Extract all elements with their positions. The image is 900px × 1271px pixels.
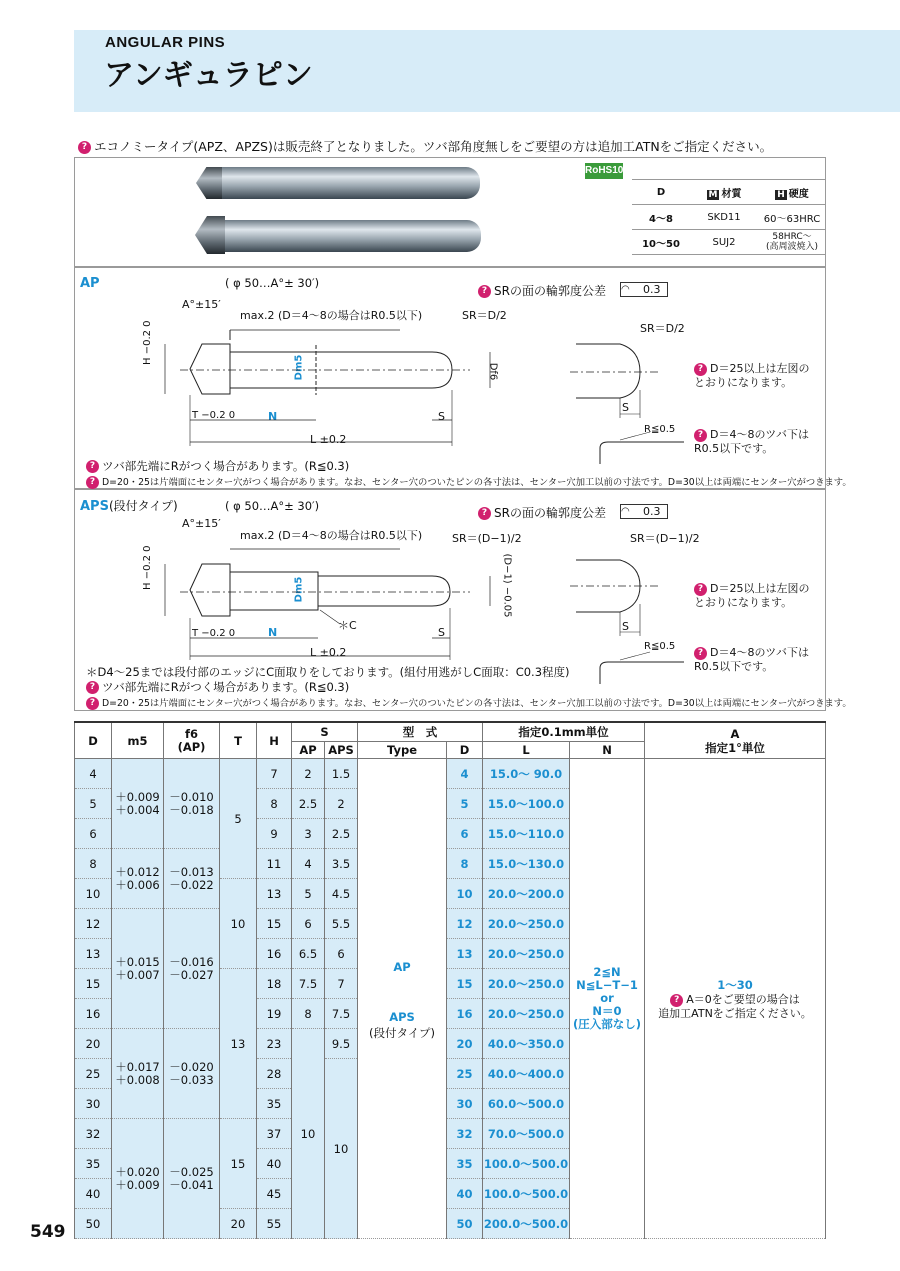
cell-s-aps: 7 bbox=[325, 969, 358, 999]
cell-l: 20.0～250.0 bbox=[483, 969, 570, 999]
aps-detail-fillet bbox=[600, 662, 684, 684]
cell-t: 5 bbox=[220, 759, 257, 879]
cell-f6: －0.020 －0.033 bbox=[164, 1029, 220, 1119]
ap-detail-tip bbox=[576, 344, 640, 398]
cell-h: 40 bbox=[257, 1149, 292, 1179]
info-mark-icon: ? bbox=[86, 460, 99, 473]
ap-note-d25: ? D＝25以上は左図の とおりになります。 bbox=[694, 362, 810, 389]
ap-sr: SR＝D/2 bbox=[462, 309, 507, 322]
ap-a-label: A°±15′ bbox=[182, 298, 221, 311]
cell-h: 19 bbox=[257, 999, 292, 1029]
col-type-d: D bbox=[447, 742, 483, 759]
cell-l: 100.0～500.0 bbox=[483, 1149, 570, 1179]
aps-c-label: ＊C bbox=[338, 619, 357, 632]
cell-d: 32 bbox=[75, 1119, 112, 1149]
info-mark-icon: ? bbox=[694, 583, 707, 596]
ap-dm5: Dm5 bbox=[293, 354, 305, 381]
cell-h: 7 bbox=[257, 759, 292, 789]
cell-d: 25 bbox=[75, 1059, 112, 1089]
cell-type-d: 35 bbox=[447, 1149, 483, 1179]
info-mark-icon: ? bbox=[694, 363, 707, 376]
col-s: S bbox=[292, 722, 358, 742]
cell-s-ap: 5 bbox=[292, 879, 325, 909]
aps-foot0: ＊D4～25までは段付部のエッジにC面取りをしております。(組付用逃がしC面取：C0.3程度) bbox=[86, 665, 570, 679]
cell-s-aps: 5.5 bbox=[325, 909, 358, 939]
col-unit01: 指定0.1mm単位 bbox=[483, 722, 645, 742]
cell-l: 20.0～200.0 bbox=[483, 879, 570, 909]
cell-t: 13 bbox=[220, 969, 257, 1119]
discontinued-notice: ? エコノミータイプ(APZ、APZS)は販売終了となりました。ツバ部角度無しをご要望の方は追加工ATNをご指定ください。 bbox=[78, 137, 772, 155]
aps-note-d25: ? D＝25以上は左図の とおりになります。 bbox=[694, 582, 810, 609]
cell-s-aps: 1.5 bbox=[325, 759, 358, 789]
cell-s-aps: 10 bbox=[325, 1059, 358, 1239]
mat-col-d: D bbox=[632, 180, 690, 205]
mat-row-d: 10～50 bbox=[632, 230, 690, 255]
cell-m5: ＋0.015 ＋0.007 bbox=[112, 909, 164, 1029]
ap-r-label: R≦0.5 bbox=[644, 424, 676, 435]
aps-note-d4: ? D＝4～8のツバ下は R0.5以下です。 bbox=[694, 646, 810, 673]
mat-row-material: SUJ2 bbox=[690, 230, 758, 255]
aps-sr-note: ? SRの面の輪郭度公差 bbox=[478, 504, 606, 521]
col-h: H bbox=[257, 722, 292, 759]
japanese-title: アンギュラピン bbox=[104, 58, 313, 93]
cell-type-d: 40 bbox=[447, 1179, 483, 1209]
cell-type-d: 4 bbox=[447, 759, 483, 789]
cell-l: 100.0～500.0 bbox=[483, 1179, 570, 1209]
cell-d: 20 bbox=[75, 1029, 112, 1059]
aps-sr-detail: SR＝(D−1)/2 bbox=[630, 532, 700, 545]
material-badge-icon: M bbox=[708, 189, 718, 200]
cell-l: 200.0～500.0 bbox=[483, 1209, 570, 1239]
cell-h: 55 bbox=[257, 1209, 292, 1239]
spec-table-body bbox=[75, 759, 826, 1239]
ap-n-label: N bbox=[268, 410, 278, 423]
cell-d: 30 bbox=[75, 1089, 112, 1119]
cell-h: 18 bbox=[257, 969, 292, 999]
ap-df6: Df6 bbox=[487, 362, 499, 381]
cell-s-aps: 3.5 bbox=[325, 849, 358, 879]
aps-pin-step bbox=[318, 576, 450, 606]
aps-pin-shank bbox=[230, 572, 318, 610]
cell-s-ap: 2 bbox=[292, 759, 325, 789]
aps-angle-note: ( φ 50…A°± 30′) bbox=[225, 499, 320, 513]
aps-label: APS(段付タイプ) bbox=[80, 499, 178, 514]
ap-h-label: H −0.2 0 bbox=[142, 320, 153, 365]
cell-h: 9 bbox=[257, 819, 292, 849]
aps-s-detail: S bbox=[622, 620, 629, 633]
col-t: T bbox=[220, 722, 257, 759]
ap-sr-detail: SR＝D/2 bbox=[640, 322, 685, 335]
mat-row-d: 4～8 bbox=[632, 205, 690, 230]
cell-s-aps: 6 bbox=[325, 939, 358, 969]
cell-l: 20.0～250.0 bbox=[483, 909, 570, 939]
type-aps: APS bbox=[389, 1010, 415, 1024]
cell-d: 16 bbox=[75, 999, 112, 1029]
cell-type-d: 30 bbox=[447, 1089, 483, 1119]
cell-a bbox=[645, 759, 826, 1239]
cell-s-ap: 4 bbox=[292, 849, 325, 879]
mat-col-hardness: H 硬度 bbox=[758, 180, 826, 205]
aps-max2: max.2 (D＝4～8の場合はR0.5以下) bbox=[240, 529, 423, 542]
cell-s-ap: 6 bbox=[292, 909, 325, 939]
cell-h: 11 bbox=[257, 849, 292, 879]
col-n: N bbox=[570, 742, 645, 759]
info-mark-icon: ? bbox=[694, 647, 707, 660]
mat-row-material: SKD11 bbox=[690, 205, 758, 230]
col-l: L bbox=[483, 742, 570, 759]
col-type-sub: Type bbox=[358, 742, 447, 759]
cell-d: 40 bbox=[75, 1179, 112, 1209]
aps-tolerance: 0.3 bbox=[620, 504, 668, 519]
col-m5: m5 bbox=[112, 722, 164, 759]
aps-foot1: ? ツバ部先端にRがつく場合があります。(R≦0.3) bbox=[86, 679, 349, 695]
ap-pin-head bbox=[190, 344, 230, 394]
cell-type bbox=[358, 759, 447, 1239]
cell-m5: ＋0.009 ＋0.004 bbox=[112, 759, 164, 849]
table-row bbox=[75, 759, 826, 789]
cell-h: 13 bbox=[257, 879, 292, 909]
cell-d: 15 bbox=[75, 969, 112, 999]
cell-m5: ＋0.017 ＋0.008 bbox=[112, 1029, 164, 1119]
cell-type-d: 15 bbox=[447, 969, 483, 999]
info-mark-icon: ? bbox=[86, 681, 99, 694]
a-note bbox=[645, 993, 825, 1020]
hardness-badge-icon: H bbox=[777, 189, 785, 200]
aps-n-label: N bbox=[268, 626, 278, 639]
cell-d: 8 bbox=[75, 849, 112, 879]
cell-m5: ＋0.020 ＋0.009 bbox=[112, 1119, 164, 1239]
cell-f6: －0.025 －0.041 bbox=[164, 1119, 220, 1239]
cell-m5: ＋0.012 ＋0.006 bbox=[112, 849, 164, 909]
ap-note-d4: ? D＝4～8のツバ下は R0.5以下です。 bbox=[694, 428, 810, 455]
aps-pin-head bbox=[190, 564, 230, 616]
type-ap: AP bbox=[393, 960, 411, 974]
ap-max2: max.2 (D＝4～8の場合はR0.5以下) bbox=[240, 309, 423, 322]
cell-f6: －0.010 －0.018 bbox=[164, 759, 220, 849]
cell-h: 35 bbox=[257, 1089, 292, 1119]
cell-l: 15.0～110.0 bbox=[483, 819, 570, 849]
cell-d: 4 bbox=[75, 759, 112, 789]
cell-type-d: 25 bbox=[447, 1059, 483, 1089]
info-mark-icon: ? bbox=[78, 141, 91, 154]
cell-s-ap: 7.5 bbox=[292, 969, 325, 999]
cell-f6: －0.016 －0.027 bbox=[164, 909, 220, 1029]
cell-h: 8 bbox=[257, 789, 292, 819]
ap-angle-note: ( φ 50…A°± 30′) bbox=[225, 276, 320, 290]
mat-col-material: M 材質 bbox=[690, 180, 758, 205]
info-mark-icon: ? bbox=[670, 994, 683, 1007]
cell-s-ap: 10 bbox=[292, 1029, 325, 1239]
cell-t: 20 bbox=[220, 1209, 257, 1239]
cell-type-d: 32 bbox=[447, 1119, 483, 1149]
cell-l: 20.0～250.0 bbox=[483, 999, 570, 1029]
cell-s-ap: 6.5 bbox=[292, 939, 325, 969]
cell-l: 40.0～400.0 bbox=[483, 1059, 570, 1089]
cell-type-d: 50 bbox=[447, 1209, 483, 1239]
cell-l: 15.0～100.0 bbox=[483, 789, 570, 819]
cell-type-d: 6 bbox=[447, 819, 483, 849]
rohs-badge: RoHS10 bbox=[585, 163, 623, 179]
ap-s-detail: S bbox=[622, 401, 629, 414]
cell-s-ap: 2.5 bbox=[292, 789, 325, 819]
cell-type-d: 5 bbox=[447, 789, 483, 819]
ap-label: AP bbox=[80, 276, 100, 291]
aps-d1: (D−1) −0.05 bbox=[501, 553, 513, 618]
ap-s-label: S bbox=[438, 410, 445, 423]
aps-t-label: T −0.2 0 bbox=[192, 628, 236, 639]
cell-d: 35 bbox=[75, 1149, 112, 1179]
ap-sr-note: ? SRの面の輪郭度公差 bbox=[478, 282, 606, 299]
col-d: D bbox=[75, 722, 112, 759]
cell-l: 70.0～500.0 bbox=[483, 1119, 570, 1149]
cell-type-d: 12 bbox=[447, 909, 483, 939]
cell-type-d: 8 bbox=[447, 849, 483, 879]
aps-dm5: Dm5 bbox=[293, 576, 305, 603]
cell-l: 15.0～130.0 bbox=[483, 849, 570, 879]
ap-tolerance: 0.3 bbox=[620, 282, 668, 297]
profile-symbol-icon: ◠ bbox=[621, 284, 630, 295]
aps-r-label: R≦0.5 bbox=[644, 641, 676, 652]
ap-detail-fillet bbox=[600, 442, 684, 464]
cell-l: 40.0～350.0 bbox=[483, 1029, 570, 1059]
cell-s-aps: 2 bbox=[325, 789, 358, 819]
info-mark-icon: ? bbox=[478, 285, 491, 298]
cell-d: 6 bbox=[75, 819, 112, 849]
cell-type-d: 20 bbox=[447, 1029, 483, 1059]
ap-foot1: ? ツバ部先端にRがつく場合があります。(R≦0.3) bbox=[86, 458, 349, 474]
cell-h: 16 bbox=[257, 939, 292, 969]
cell-f6: －0.013 －0.022 bbox=[164, 849, 220, 909]
col-f6: f6 (AP) bbox=[164, 722, 220, 759]
page-number: 549 bbox=[30, 1222, 66, 1242]
cell-s-aps: 4.5 bbox=[325, 879, 358, 909]
cell-type-d: 10 bbox=[447, 879, 483, 909]
cell-h: 37 bbox=[257, 1119, 292, 1149]
ap-foot2: ? D=20・25は片端面にセンター穴がつく場合があります。なお、センター穴のついたピンの各寸法は、センター穴加工以前の寸法です。D=30以上は両端にセンター穴がつきます。 bbox=[86, 474, 852, 489]
cell-s-aps: 9.5 bbox=[325, 1029, 358, 1059]
cell-d: 13 bbox=[75, 939, 112, 969]
cell-d: 50 bbox=[75, 1209, 112, 1239]
ap-l-label: L ±0.2 bbox=[310, 433, 347, 446]
info-mark-icon: ? bbox=[694, 429, 707, 442]
cell-s-aps: 7.5 bbox=[325, 999, 358, 1029]
cell-h: 28 bbox=[257, 1059, 292, 1089]
cell-t: 10 bbox=[220, 879, 257, 969]
aps-s-label: S bbox=[438, 626, 445, 639]
cell-s-aps: 2.5 bbox=[325, 819, 358, 849]
cell-type-d: 16 bbox=[447, 999, 483, 1029]
cell-d: 12 bbox=[75, 909, 112, 939]
col-s-aps: APS bbox=[325, 742, 358, 759]
profile-symbol-icon: ◠ bbox=[621, 506, 630, 517]
ap-t-label: T −0.2 0 bbox=[192, 410, 236, 421]
aps-sr: SR＝(D−1)/2 bbox=[452, 532, 522, 545]
cell-d: 5 bbox=[75, 789, 112, 819]
cell-h: 15 bbox=[257, 909, 292, 939]
cell-h: 45 bbox=[257, 1179, 292, 1209]
cell-s-ap: 8 bbox=[292, 999, 325, 1029]
english-title: ANGULAR PINS bbox=[105, 34, 226, 51]
aps-a-label: A°±15′ bbox=[182, 517, 221, 530]
col-s-ap: AP bbox=[292, 742, 325, 759]
cell-type-d: 13 bbox=[447, 939, 483, 969]
info-mark-icon: ? bbox=[86, 476, 99, 489]
a-note-text: A＝0をご要望の場合は 追加工ATNをご指定ください。 bbox=[658, 993, 812, 1020]
spec-table bbox=[74, 721, 826, 1239]
a-range: 1～30 bbox=[717, 978, 753, 993]
cell-n: 2≦N N≦L−T−1 or N＝0 (圧入部なし) bbox=[570, 759, 645, 1239]
cell-s-ap: 3 bbox=[292, 819, 325, 849]
aps-h-label: H −0.2 0 bbox=[142, 545, 153, 590]
cell-l: 60.0～500.0 bbox=[483, 1089, 570, 1119]
cell-l: 15.0～ 90.0 bbox=[483, 759, 570, 789]
info-mark-icon: ? bbox=[86, 697, 99, 710]
mat-row-hardness: 58HRC～ (高周波焼入) bbox=[758, 230, 826, 255]
cell-t: 15 bbox=[220, 1119, 257, 1209]
col-type: 型 式 bbox=[358, 722, 483, 742]
aps-l-label: L ±0.2 bbox=[310, 646, 347, 659]
info-mark-icon: ? bbox=[478, 507, 491, 520]
mat-row-hardness: 60～63HRC bbox=[758, 205, 826, 230]
type-aps-sub: (段付タイプ) bbox=[369, 1026, 435, 1040]
col-a: A 指定1°単位 bbox=[645, 722, 826, 759]
cell-l: 20.0～250.0 bbox=[483, 939, 570, 969]
aps-foot2: ? D=20・25は片端面にセンター穴がつく場合があります。なお、センター穴のついたピンの各寸法は、センター穴加工以前の寸法です。D=30以上は両端にセンター穴がつきます。 bbox=[86, 695, 852, 710]
cell-d: 10 bbox=[75, 879, 112, 909]
cell-h: 23 bbox=[257, 1029, 292, 1059]
